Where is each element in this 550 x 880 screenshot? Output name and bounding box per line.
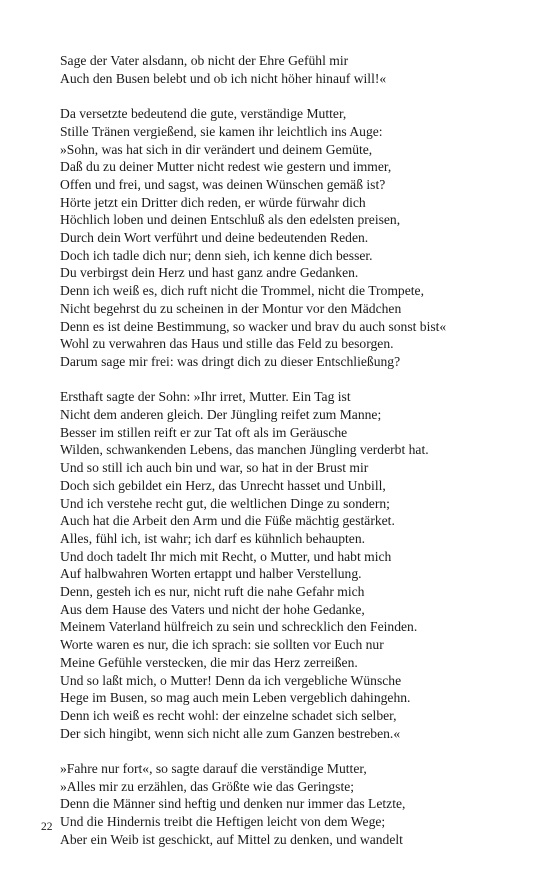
verse-line: Denn es ist deine Bestimmung, so wacker und brav du auch sonst bist« — [60, 318, 447, 334]
verse-line: Meine Gefühle verstecken, die mir das Herz zerreißen. — [60, 654, 358, 670]
verse-line: Worte waren es nur, die ich sprach: sie sollten vor Euch nur — [60, 637, 384, 653]
verse-line: Daß du zu deiner Mutter nicht redest wie gestern und immer, — [60, 159, 392, 175]
stanza — [60, 760, 530, 849]
verse-line: Und so laßt mich, o Mutter! Denn da ich vergebliche Wünsche — [60, 672, 402, 688]
verse-line: Wohl zu verwahren das Haus und stille das Feld zu besorgen. — [60, 336, 394, 352]
stanza — [60, 105, 530, 371]
verse-line: Nicht dem anderen gleich. Der Jüngling reifet zum Manne; — [60, 407, 382, 423]
page-number: 22 — [41, 821, 53, 833]
verse-line: Und so still ich auch bin und war, so hat in der Brust mir — [60, 460, 369, 476]
verse-line: Der sich hingibt, wenn sich nicht alle zum Ganzen bestreben.« — [60, 725, 401, 741]
verse-line: Und ich verstehe recht gut, die weltlichen Dinge zu sondern; — [60, 495, 390, 511]
verse-line: »Sohn, was hat sich in dir verändert und deinem Gemüte, — [60, 141, 373, 157]
verse-line: Auch hat die Arbeit den Arm und die Füße mächtig gestärket. — [60, 513, 395, 529]
page-text — [60, 52, 530, 849]
verse-line: Nicht begehrst du zu scheinen in der Montur vor den Mädchen — [60, 300, 402, 316]
verse-line: Doch sich gebildet ein Herz, das Unrecht hasset und Unbill, — [60, 477, 386, 493]
verse-line: Doch ich tadle dich nur; denn sieh, ich kenne dich besser. — [60, 247, 373, 263]
verse-line: Offen und frei, und sagst, was deinen Wünschen gemäß ist? — [60, 176, 386, 192]
stanza — [60, 52, 530, 87]
verse-line: Da versetzte bedeutend die gute, verständige Mutter, — [60, 106, 347, 122]
verse-line: Auch den Busen belebt und ob ich nicht höher hinauf will!« — [60, 70, 387, 86]
verse-line: Wilden, schwankenden Lebens, das manchen Jüngling verderbt hat. — [60, 442, 429, 458]
verse-line: Aus dem Hause des Vaters und nicht der hohe Gedanke, — [60, 601, 365, 617]
verse-line: Durch dein Wort verführt und deine bedeutenden Reden. — [60, 230, 369, 246]
verse-line: Stille Tränen vergießend, sie kamen ihr leichtlich ins Auge: — [60, 123, 383, 139]
verse-line: Meinem Vaterland hülfreich zu sein und schrecklich den Feinden. — [60, 619, 418, 635]
verse-line: »Fahre nur fort«, so sagte darauf die verständige Mutter, — [60, 761, 367, 777]
verse-line: Ersthaft sagte der Sohn: »Ihr irret, Mutter. Ein Tag ist — [60, 389, 351, 405]
verse-line: »Alles mir zu erzählen, das Größte wie das Geringste; — [60, 778, 355, 794]
verse-line: Denn ich weiß es, dich ruft nicht die Trommel, nicht die Trompete, — [60, 283, 424, 299]
stanza — [60, 388, 530, 742]
verse-line: Sage der Vater alsdann, ob nicht der Ehre Gefühl mir — [60, 53, 349, 68]
verse-line: Und doch tadelt Ihr mich mit Recht, o Mutter, und habt mich — [60, 548, 392, 564]
verse-line: Hege im Busen, so mag auch mein Leben vergeblich dahingehn. — [60, 690, 411, 706]
verse-line: Besser im stillen reift er zur Tat oft als im Geräusche — [60, 424, 348, 440]
verse-line: Alles, fühl ich, ist wahr; ich darf es kühnlich behaupten. — [60, 530, 366, 546]
verse-line: Denn die Männer sind heftig und denken nur immer das Letzte, — [60, 796, 406, 812]
verse-line: Denn, gesteh ich es nur, nicht ruft die nahe Gefahr mich — [60, 584, 365, 600]
verse-line: Hörte jetzt ein Dritter dich reden, er würde fürwahr dich — [60, 194, 366, 210]
verse-line: Denn ich weiß es recht wohl: der einzelne schadet sich selber, — [60, 707, 397, 723]
verse-line: Und die Hindernis treibt die Heftigen leicht von dem Wege; — [60, 814, 386, 830]
verse-line: Auf halbwahren Worten ertappt und halber Verstellung. — [60, 566, 362, 582]
verse-line: Höchlich loben und deinen Entschluß als den edelsten preisen, — [60, 212, 401, 228]
verse-line: Darum sage mir frei: was dringt dich zu dieser Entschließung? — [60, 353, 401, 369]
verse-line: Du verbirgst dein Herz und hast ganz andre Gedanken. — [60, 265, 359, 281]
verse-line: Aber ein Weib ist geschickt, auf Mittel zu denken, und wandelt — [60, 831, 403, 847]
